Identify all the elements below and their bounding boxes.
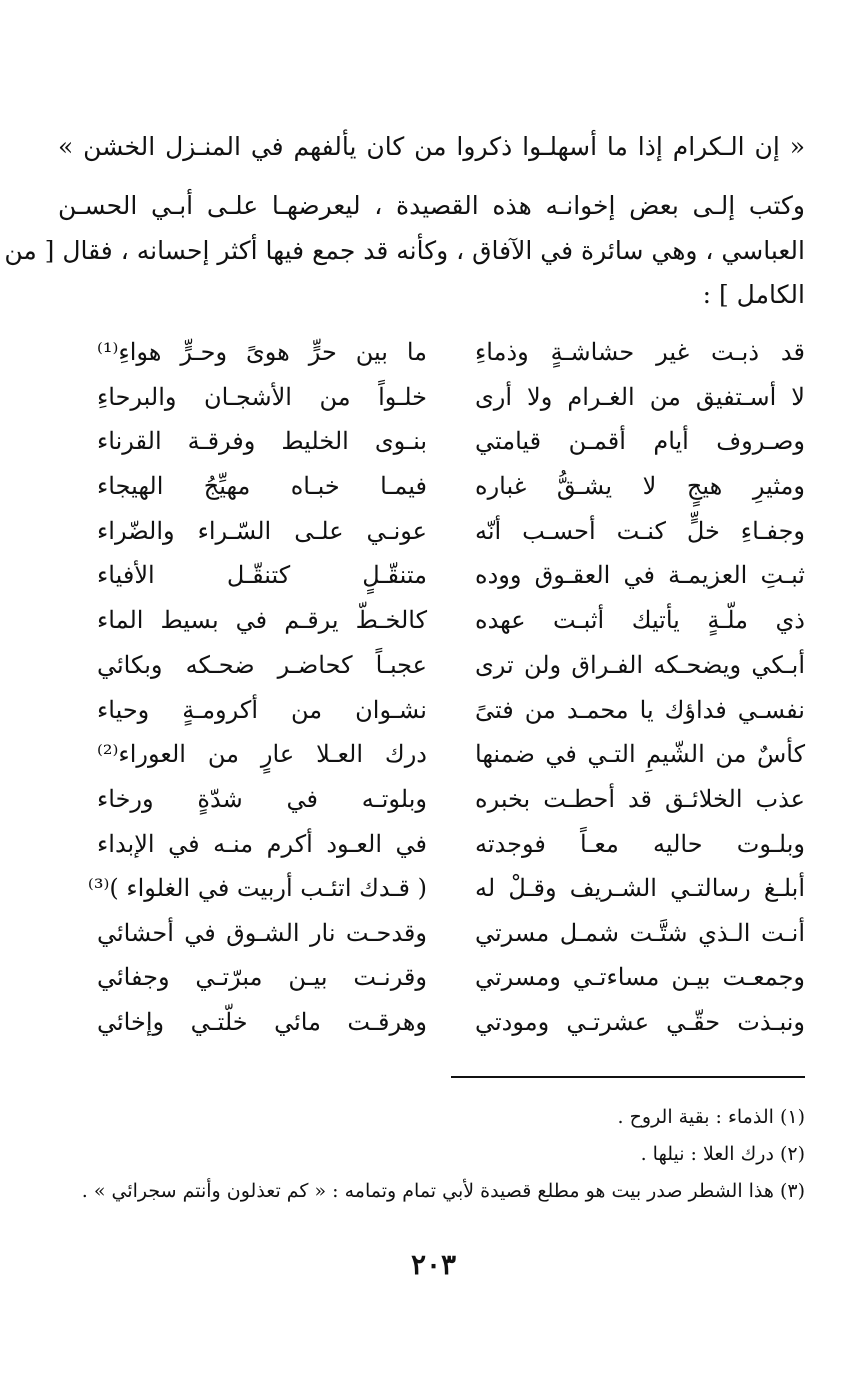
first-hemistich: وصـروف أيام أقمـن قيامتي (475, 427, 805, 455)
second-hemistich: عجبـاً كحاضـر ضحـكه وبكائي (97, 651, 427, 679)
footnote-1: (١) الذماء : بقية الروح . (617, 1106, 805, 1128)
second-hemistich: خلـواً من الأشجـان والبرحاءِ (97, 383, 427, 411)
first-hemistich: ذي ملّـةٍ يأتيك أثبـت عهده (475, 606, 805, 634)
prose-line-1: وكتب إلـى بعض إخوانـه هذه القصيدة ، ليعرضهـا علـى أبـي الحسـن (58, 191, 805, 220)
second-hemistich: فيمـا خبـاه مهيِّجُ الهيجاء (97, 472, 427, 500)
prose-line-2: العباسي ، وهي سائرة في الآفاق ، وكأنه قد جمع فيها أكثر إحسانه ، فقال [ من (4, 236, 805, 265)
first-hemistich: وجمعـت بيـن مساءتـي ومسرتي (475, 963, 805, 991)
first-hemistich: ونبـذت حقّـي عشرتـي ومودتي (475, 1008, 805, 1036)
first-hemistich: ثبـتِ العزيمـة في العقـوق ووده (475, 561, 805, 589)
footnote-2: (٢) درك العلا : نيلها . (640, 1143, 805, 1165)
second-hemistich: بنـوى الخليط وفرقـة القرناء (97, 427, 427, 455)
first-hemistich: أبلـغ رسالتـي الشـريف وقـلْ له (475, 874, 805, 902)
second-hemistich: درك العـلا عارٍ من العوراء⁽²⁾ (97, 740, 427, 768)
second-hemistich: عونـي علـى السّـراء والضّراء (97, 517, 427, 545)
page-number: ٢٠٣ (410, 1248, 457, 1281)
first-hemistich: ومثيرِ هيجٍ لا يشـقُّ غباره (475, 472, 805, 500)
second-hemistich: وقدحـت نار الشـوق في أحشائي (97, 919, 427, 947)
first-hemistich: وجفـاءِ خلٍّ كنـت أحسـب أنّه (475, 517, 805, 545)
intro-verse: « إن الـكرام إذا ما أسهلـوا ذكروا من كان يألفهم في المنـزل الخشن » (58, 132, 805, 161)
first-hemistich: قد ذبـت غير حشاشـةٍ وذماءِ (475, 338, 805, 366)
prose-line-3: الكامل ] : (702, 280, 805, 309)
second-hemistich: وبلوتـه في شدّةٍ ورخاء (97, 785, 427, 813)
second-hemistich: وقرنـت بيـن مبرّتـي وجفائي (97, 963, 427, 991)
first-hemistich: نفسـي فداؤك يا محمـد من فتىً (475, 696, 805, 724)
footnote-3: (٣) هذا الشطر صدر بيت هو مطلع قصيدة لأبي تمام وتمامه : « كم تعذلون وأنتم سجرائي » . (81, 1180, 805, 1202)
first-hemistich: أنـت الـذي شتَّـت شمـل مسرتي (475, 919, 805, 947)
second-hemistich: ( قـدك اتئـب أربيت في الغلواء )⁽³⁾ (87, 874, 427, 902)
first-hemistich: كأسٌ من الشّيمِ التـي في ضمنها (475, 740, 805, 768)
second-hemistich: وهرقـت مائي خلّتـي وإخائي (97, 1008, 427, 1036)
first-hemistich: عذب الخلائـق قد أحطـت بخبره (475, 785, 805, 813)
first-hemistich: لا أسـتفيق من الغـرام ولا أرى (475, 383, 805, 411)
second-hemistich: ما بين حرٍّ هوىً وحـرٍّ هواءِ⁽¹⁾ (97, 338, 427, 366)
first-hemistich: وبلـوت حاليه معـاً فوجدته (475, 830, 805, 858)
first-hemistich: أبـكي ويضحـكه الفـراق ولن ترى (475, 651, 805, 679)
second-hemistich: في العـود أكرم منـه في الإبداء (97, 830, 427, 858)
second-hemistich: متنقّـلٍ كتنقّـل الأفياء (97, 561, 427, 589)
second-hemistich: نشـوان من أكرومـةٍ وحياء (97, 696, 427, 724)
second-hemistich: كالخـطّ يرقـم في بسيط الماء (97, 606, 427, 634)
footnote-divider (451, 1076, 805, 1078)
